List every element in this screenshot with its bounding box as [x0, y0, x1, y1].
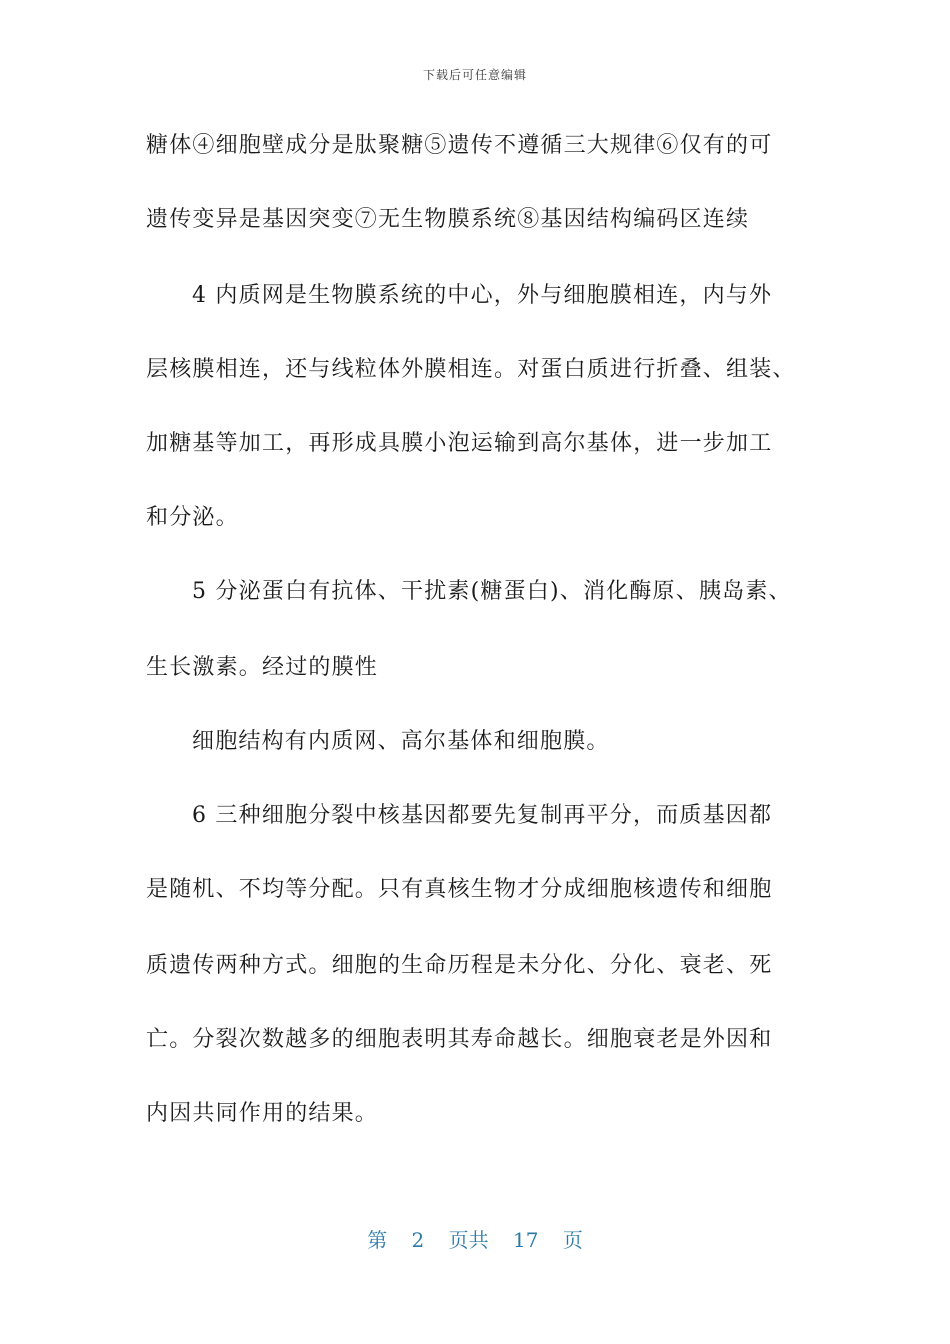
text-line-2: 遗传变异是基因突变⑦无生物膜系统⑧基因结构编码区连续 [146, 207, 750, 232]
page-header-note: 下载后可任意编辑 [422, 68, 527, 82]
footer-current-page: 2 [411, 1228, 425, 1252]
page-number-footer [0, 1224, 950, 1253]
text-line-6: 和分泌。 [146, 505, 239, 530]
footer-prefix: 第 [367, 1228, 388, 1252]
text-line-14: 内因共同作用的结果。 [146, 1101, 379, 1126]
text-line-13: 亡。分裂次数越多的细胞表明其寿命越长。细胞衰老是外因和 [146, 1027, 773, 1052]
text-line-3: 4 内质网是生物膜系统的中心，外与细胞膜相连，内与外 [192, 283, 773, 308]
text-line-5: 加糖基等加工，再形成具膜小泡运输到高尔基体，进一步加工 [146, 431, 773, 456]
text-line-9: 细胞结构有内质网、高尔基体和细胞膜。 [192, 729, 610, 754]
footer-middle: 页共 [448, 1228, 489, 1252]
footer-suffix: 页 [562, 1228, 583, 1252]
footer-total-pages: 17 [513, 1228, 539, 1252]
text-line-4: 层核膜相连，还与线粒体外膜相连。对蛋白质进行折叠、组装、 [146, 357, 796, 382]
text-line-7: 5 分泌蛋白有抗体、干扰素(糖蛋白)、消化酶原、胰岛素、 [192, 579, 792, 604]
text-line-10: 6 三种细胞分裂中核基因都要先复制再平分，而质基因都 [192, 803, 773, 828]
text-line-12: 质遗传两种方式。细胞的生命历程是未分化、分化、衰老、死 [146, 953, 773, 978]
text-line-11: 是随机、不均等分配。只有真核生物才分成细胞核遗传和细胞 [146, 877, 773, 902]
text-line-1: 糖体④细胞壁成分是肽聚糖⑤遗传不遵循三大规律⑥仅有的可 [146, 133, 773, 158]
text-line-8: 生长激素。经过的膜性 [146, 655, 379, 680]
